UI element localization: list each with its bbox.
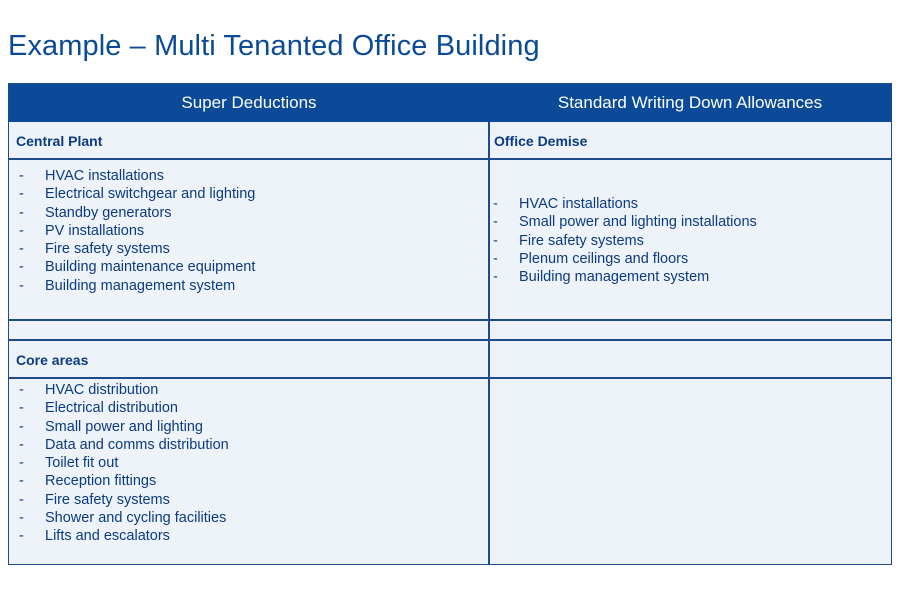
dash-bullet-icon: - bbox=[19, 168, 24, 184]
list-item-text: Data and comms distribution bbox=[45, 436, 229, 453]
dash-bullet-icon: - bbox=[493, 269, 498, 286]
dash-bullet-icon: - bbox=[493, 196, 498, 212]
column-divider bbox=[488, 122, 490, 564]
dash-bullet-icon: - bbox=[493, 232, 498, 249]
list-item-text: HVAC installations bbox=[519, 196, 639, 212]
dash-bullet-icon: - bbox=[19, 418, 24, 435]
list-item-text: Standby generators bbox=[45, 204, 172, 221]
list-item-text: Fire safety systems bbox=[519, 232, 644, 249]
list-item-text: Building management system bbox=[519, 269, 710, 286]
dash-bullet-icon: - bbox=[19, 473, 24, 490]
dash-bullet-icon: - bbox=[19, 241, 24, 258]
table-header bbox=[9, 84, 891, 122]
dash-bullet-icon: - bbox=[19, 436, 24, 453]
list-item-text: Building management system bbox=[45, 277, 236, 294]
dash-bullet-icon: - bbox=[493, 250, 498, 267]
dash-bullet-icon: - bbox=[19, 491, 24, 508]
dash-bullet-icon: - bbox=[19, 204, 24, 221]
list-item-text: Building maintenance equipment bbox=[45, 259, 256, 276]
row-divider bbox=[9, 339, 891, 341]
list-item-text: Reception fittings bbox=[45, 473, 157, 490]
dash-bullet-icon: - bbox=[19, 382, 24, 398]
list-item-text: Toilet fit out bbox=[45, 455, 119, 472]
allowances-table bbox=[8, 83, 892, 565]
list-item-text: Fire safety systems bbox=[45, 491, 170, 508]
list-item-text: Shower and cycling facilities bbox=[45, 510, 227, 527]
list-item-text: Small power and lighting bbox=[45, 418, 203, 435]
dash-bullet-icon: - bbox=[19, 510, 24, 527]
list-item-text: Plenum ceilings and floors bbox=[519, 250, 689, 267]
list-item-text: Electrical switchgear and lighting bbox=[45, 186, 256, 203]
dash-bullet-icon: - bbox=[19, 277, 24, 294]
office-demise-heading: Office Demise bbox=[494, 133, 588, 149]
header-standard-wda: Standard Writing Down Allowances bbox=[557, 93, 823, 112]
list-item-text: Fire safety systems bbox=[45, 241, 170, 258]
dash-bullet-icon: - bbox=[19, 186, 24, 203]
list-item-text: HVAC distribution bbox=[45, 382, 159, 398]
core-areas-heading: Core areas bbox=[16, 352, 89, 368]
row-divider bbox=[9, 319, 891, 321]
list-item-text: Small power and lighting installations bbox=[519, 214, 757, 231]
dash-bullet-icon: - bbox=[19, 222, 24, 239]
page-title: Example – Multi Tenanted Office Building bbox=[8, 30, 540, 62]
row-divider bbox=[9, 377, 891, 379]
list-item-text: Electrical distribution bbox=[45, 400, 178, 417]
list-item-text: HVAC installations bbox=[45, 168, 165, 184]
dash-bullet-icon: - bbox=[19, 528, 24, 545]
dash-bullet-icon: - bbox=[19, 259, 24, 276]
list-item-text: Lifts and escalators bbox=[45, 528, 170, 545]
row-divider bbox=[9, 158, 891, 160]
list-item-text: PV installations bbox=[45, 222, 145, 239]
dash-bullet-icon: - bbox=[493, 214, 498, 231]
central-plant-heading: Central Plant bbox=[16, 133, 103, 149]
dash-bullet-icon: - bbox=[19, 455, 24, 472]
dash-bullet-icon: - bbox=[19, 400, 24, 417]
header-super-deductions: Super Deductions bbox=[181, 93, 317, 112]
